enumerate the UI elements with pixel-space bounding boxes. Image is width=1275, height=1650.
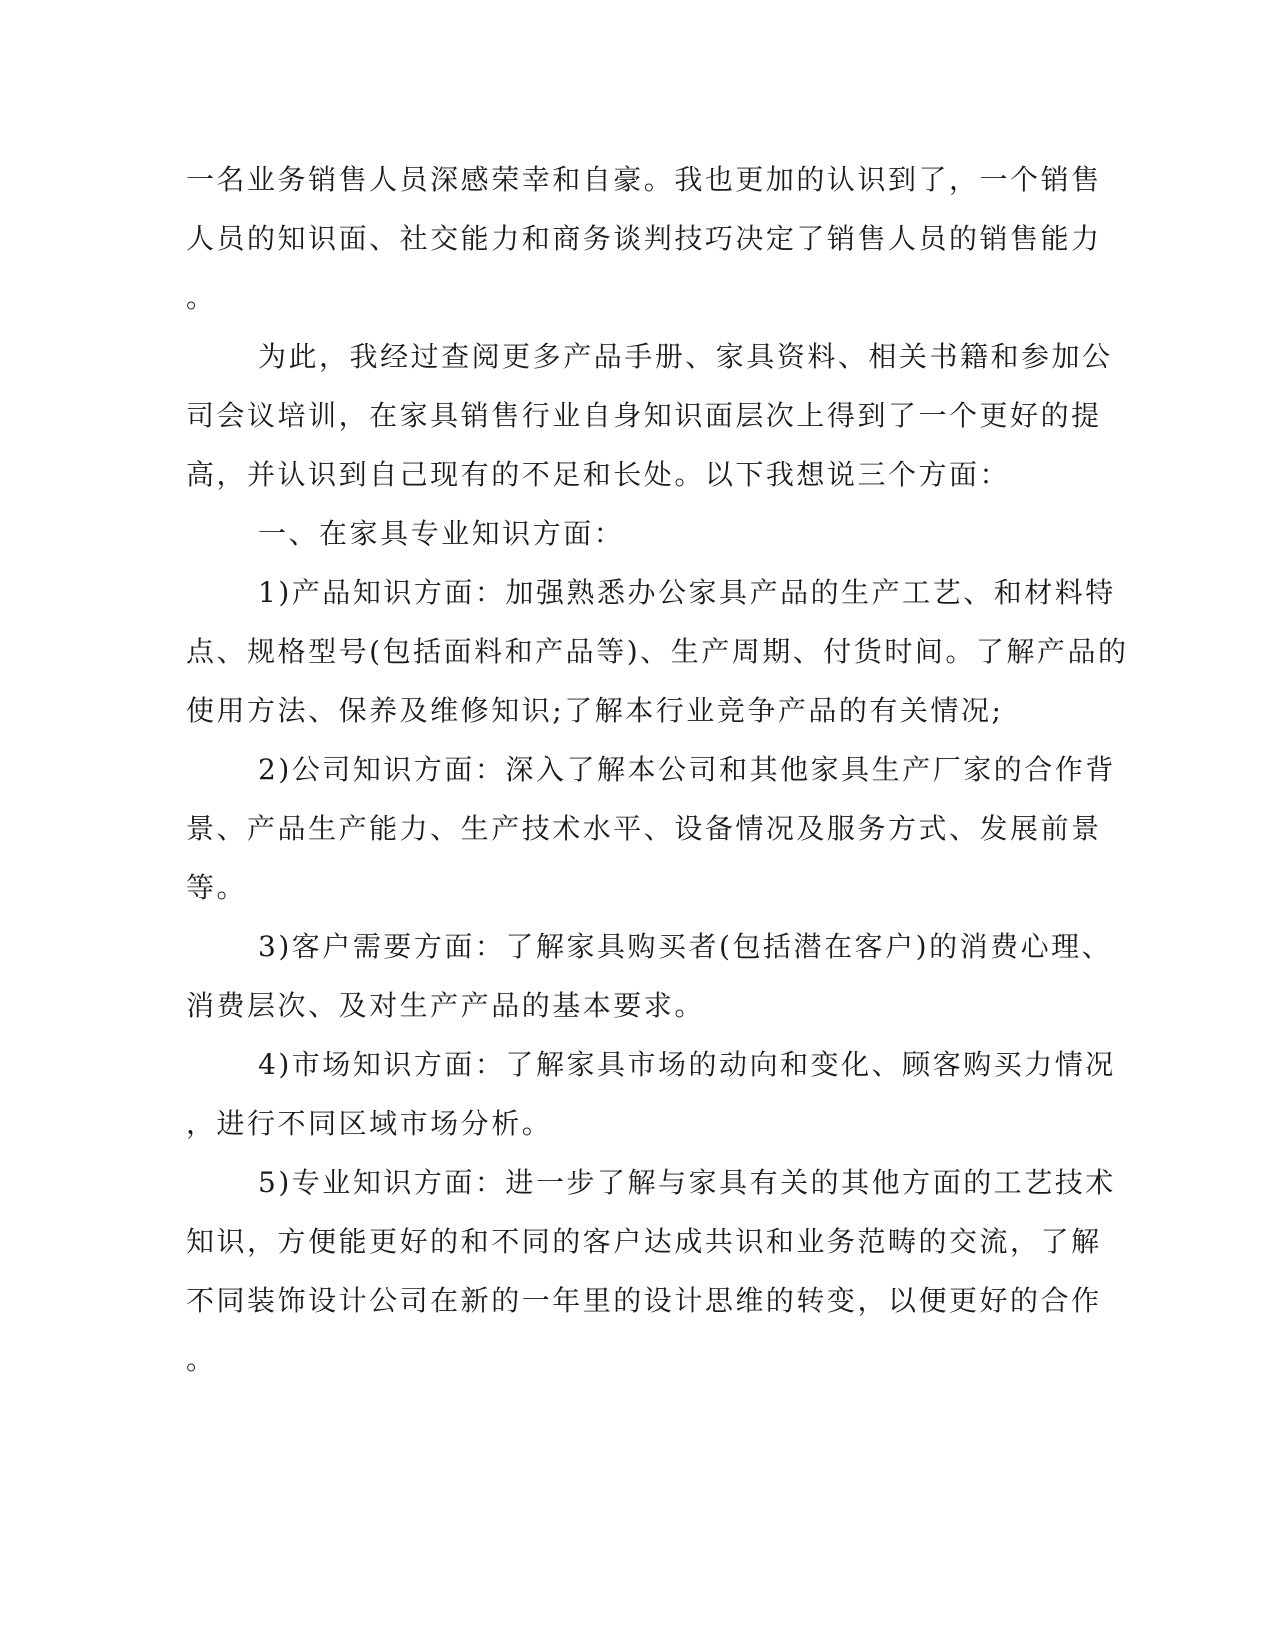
text-line: ，进行不同区域市场分析。 xyxy=(186,1107,553,1140)
paragraph-first-line: 5)专业知识方面：进一步了解与家具有关的其他方面的工艺技术 xyxy=(258,1166,1116,1199)
paragraph-first-line: 3)客户需要方面：了解家具购买者(包括潜在客户)的消费心理、 xyxy=(258,930,1113,963)
text-line: 司会议培训，在家具销售行业自身知识面层次上得到了一个更好的提 xyxy=(186,399,1102,432)
text-line: 不同装饰设计公司在新的一年里的设计思维的转变，以便更好的合作 xyxy=(186,1284,1102,1317)
paragraph-first-line: 2)公司知识方面：深入了解本公司和其他家具生产厂家的合作背 xyxy=(258,753,1116,786)
paragraph-first-line: 1)产品知识方面：加强熟悉办公家具产品的生产工艺、和材料特 xyxy=(258,576,1116,609)
text-line: 消费层次、及对生产产品的基本要求。 xyxy=(186,989,705,1022)
text-line: 景、产品生产能力、生产技术水平、设备情况及服务方式、发展前景 xyxy=(186,812,1102,845)
text-line: 人员的知识面、社交能力和商务谈判技巧决定了销售人员的销售能力 xyxy=(186,222,1102,255)
paragraph-first-line: 4)市场知识方面：了解家具市场的动向和变化、顾客购买力情况 xyxy=(258,1048,1116,1081)
text-line: 。 xyxy=(186,1343,217,1376)
paragraph-first-line: 为此，我经过查阅更多产品手册、家具资料、相关书籍和参加公 xyxy=(258,340,1113,373)
text-line: 。 xyxy=(186,281,217,314)
section-heading: 一、在家具专业知识方面： xyxy=(258,517,625,550)
text-line: 等。 xyxy=(186,871,248,904)
text-line: 知识，方便能更好的和不同的客户达成共识和业务范畴的交流，了解 xyxy=(186,1225,1102,1258)
text-line: 点、规格型号(包括面料和产品等)、生产周期、付货时间。了解产品的 xyxy=(186,635,1129,668)
text-line: 使用方法、保养及维修知识;了解本行业竞争产品的有关情况; xyxy=(186,694,1004,727)
text-line: 一名业务销售人员深感荣幸和自豪。我也更加的认识到了，一个销售 xyxy=(186,163,1102,196)
text-line: 高，并认识到自己现有的不足和长处。以下我想说三个方面： xyxy=(186,458,1011,491)
